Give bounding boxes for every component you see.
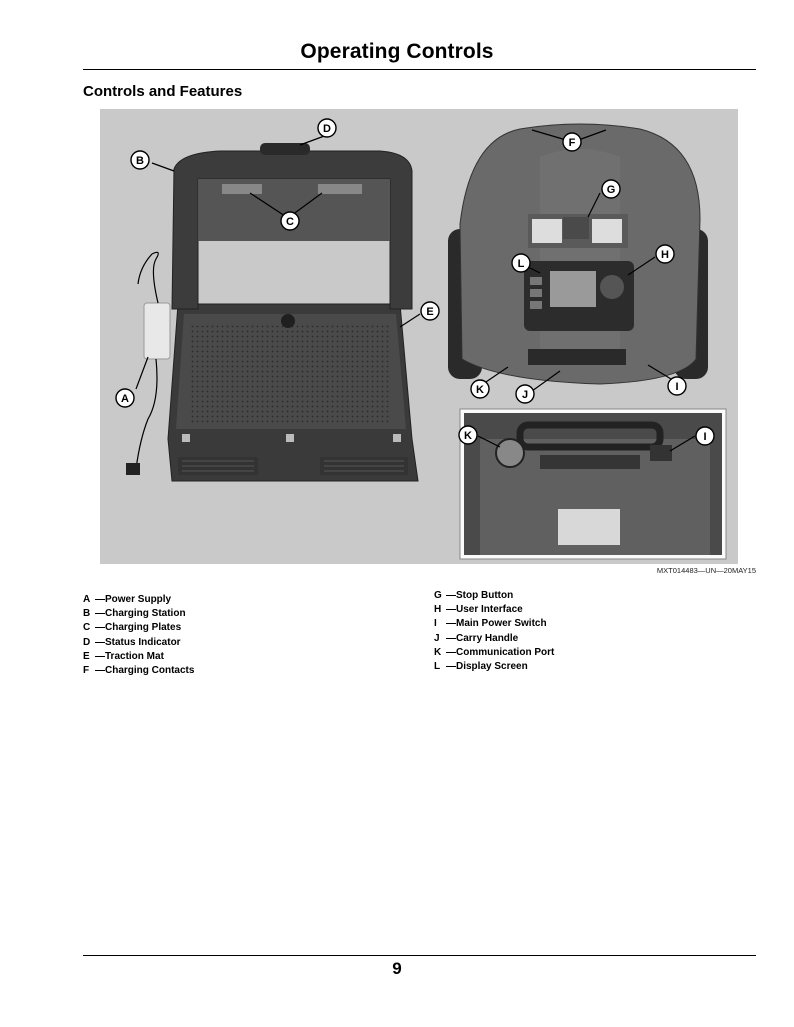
header-rule <box>83 69 756 70</box>
svg-text:I: I <box>703 431 707 443</box>
charging-station-illustration <box>126 143 418 481</box>
callout-a <box>116 389 134 407</box>
legend-item: D —Status Indicator <box>83 636 181 648</box>
figure-illustration <box>100 109 738 564</box>
product-figure <box>100 109 738 564</box>
legend-item: F —Charging Contacts <box>83 665 195 677</box>
svg-text:E: E <box>426 306 434 318</box>
svg-text:I: I <box>675 381 679 393</box>
section-title: Controls and Features <box>83 83 243 100</box>
page-number: 9 <box>392 959 402 978</box>
legend-item: B —Charging Station <box>83 608 186 620</box>
callout-f <box>563 133 581 151</box>
svg-text:F: F <box>568 137 576 149</box>
legend-item: C —Charging Plates <box>83 622 182 634</box>
callout-g <box>602 180 620 198</box>
legend-item: I —Main Power Switch <box>434 618 547 630</box>
callout-b <box>131 151 149 169</box>
svg-text:H: H <box>661 249 669 261</box>
svg-text:C: C <box>286 216 294 228</box>
svg-text:A: A <box>121 393 129 405</box>
svg-text:D: D <box>323 123 331 135</box>
legend-item: E —Traction Mat <box>83 650 164 662</box>
page-title: Operating Controls <box>300 40 494 63</box>
legend-left <box>83 593 194 678</box>
callout-k <box>471 380 489 398</box>
callout-k-inset <box>459 426 477 444</box>
callout-d <box>318 119 336 137</box>
inset-illustration <box>460 409 726 559</box>
callout-j <box>516 385 534 403</box>
svg-text:K: K <box>464 430 472 442</box>
legend-item: G —Stop Button <box>434 590 514 601</box>
callout-l <box>512 254 530 272</box>
svg-text:K: K <box>476 384 484 396</box>
legend-right <box>434 589 554 674</box>
legend-item: L —Display Screen <box>434 661 528 673</box>
callout-c <box>281 212 299 230</box>
legend-item: H —User Interface <box>434 604 523 616</box>
callout-i-inset <box>696 427 714 445</box>
figure-code: MXT014483—UN—20MAY15 <box>656 566 756 575</box>
callout-h <box>656 245 674 263</box>
svg-text:J: J <box>521 389 529 401</box>
legend-item: J —Carry Handle <box>434 632 519 644</box>
legend-item: K —Communication Port <box>434 646 555 658</box>
footer-rule <box>83 955 756 956</box>
callout-e <box>421 302 439 320</box>
svg-text:L: L <box>517 258 525 270</box>
svg-text:B: B <box>136 155 144 167</box>
svg-text:G: G <box>606 184 616 196</box>
callout-i <box>668 377 686 395</box>
legend-item: A —Power Supply <box>83 594 172 605</box>
